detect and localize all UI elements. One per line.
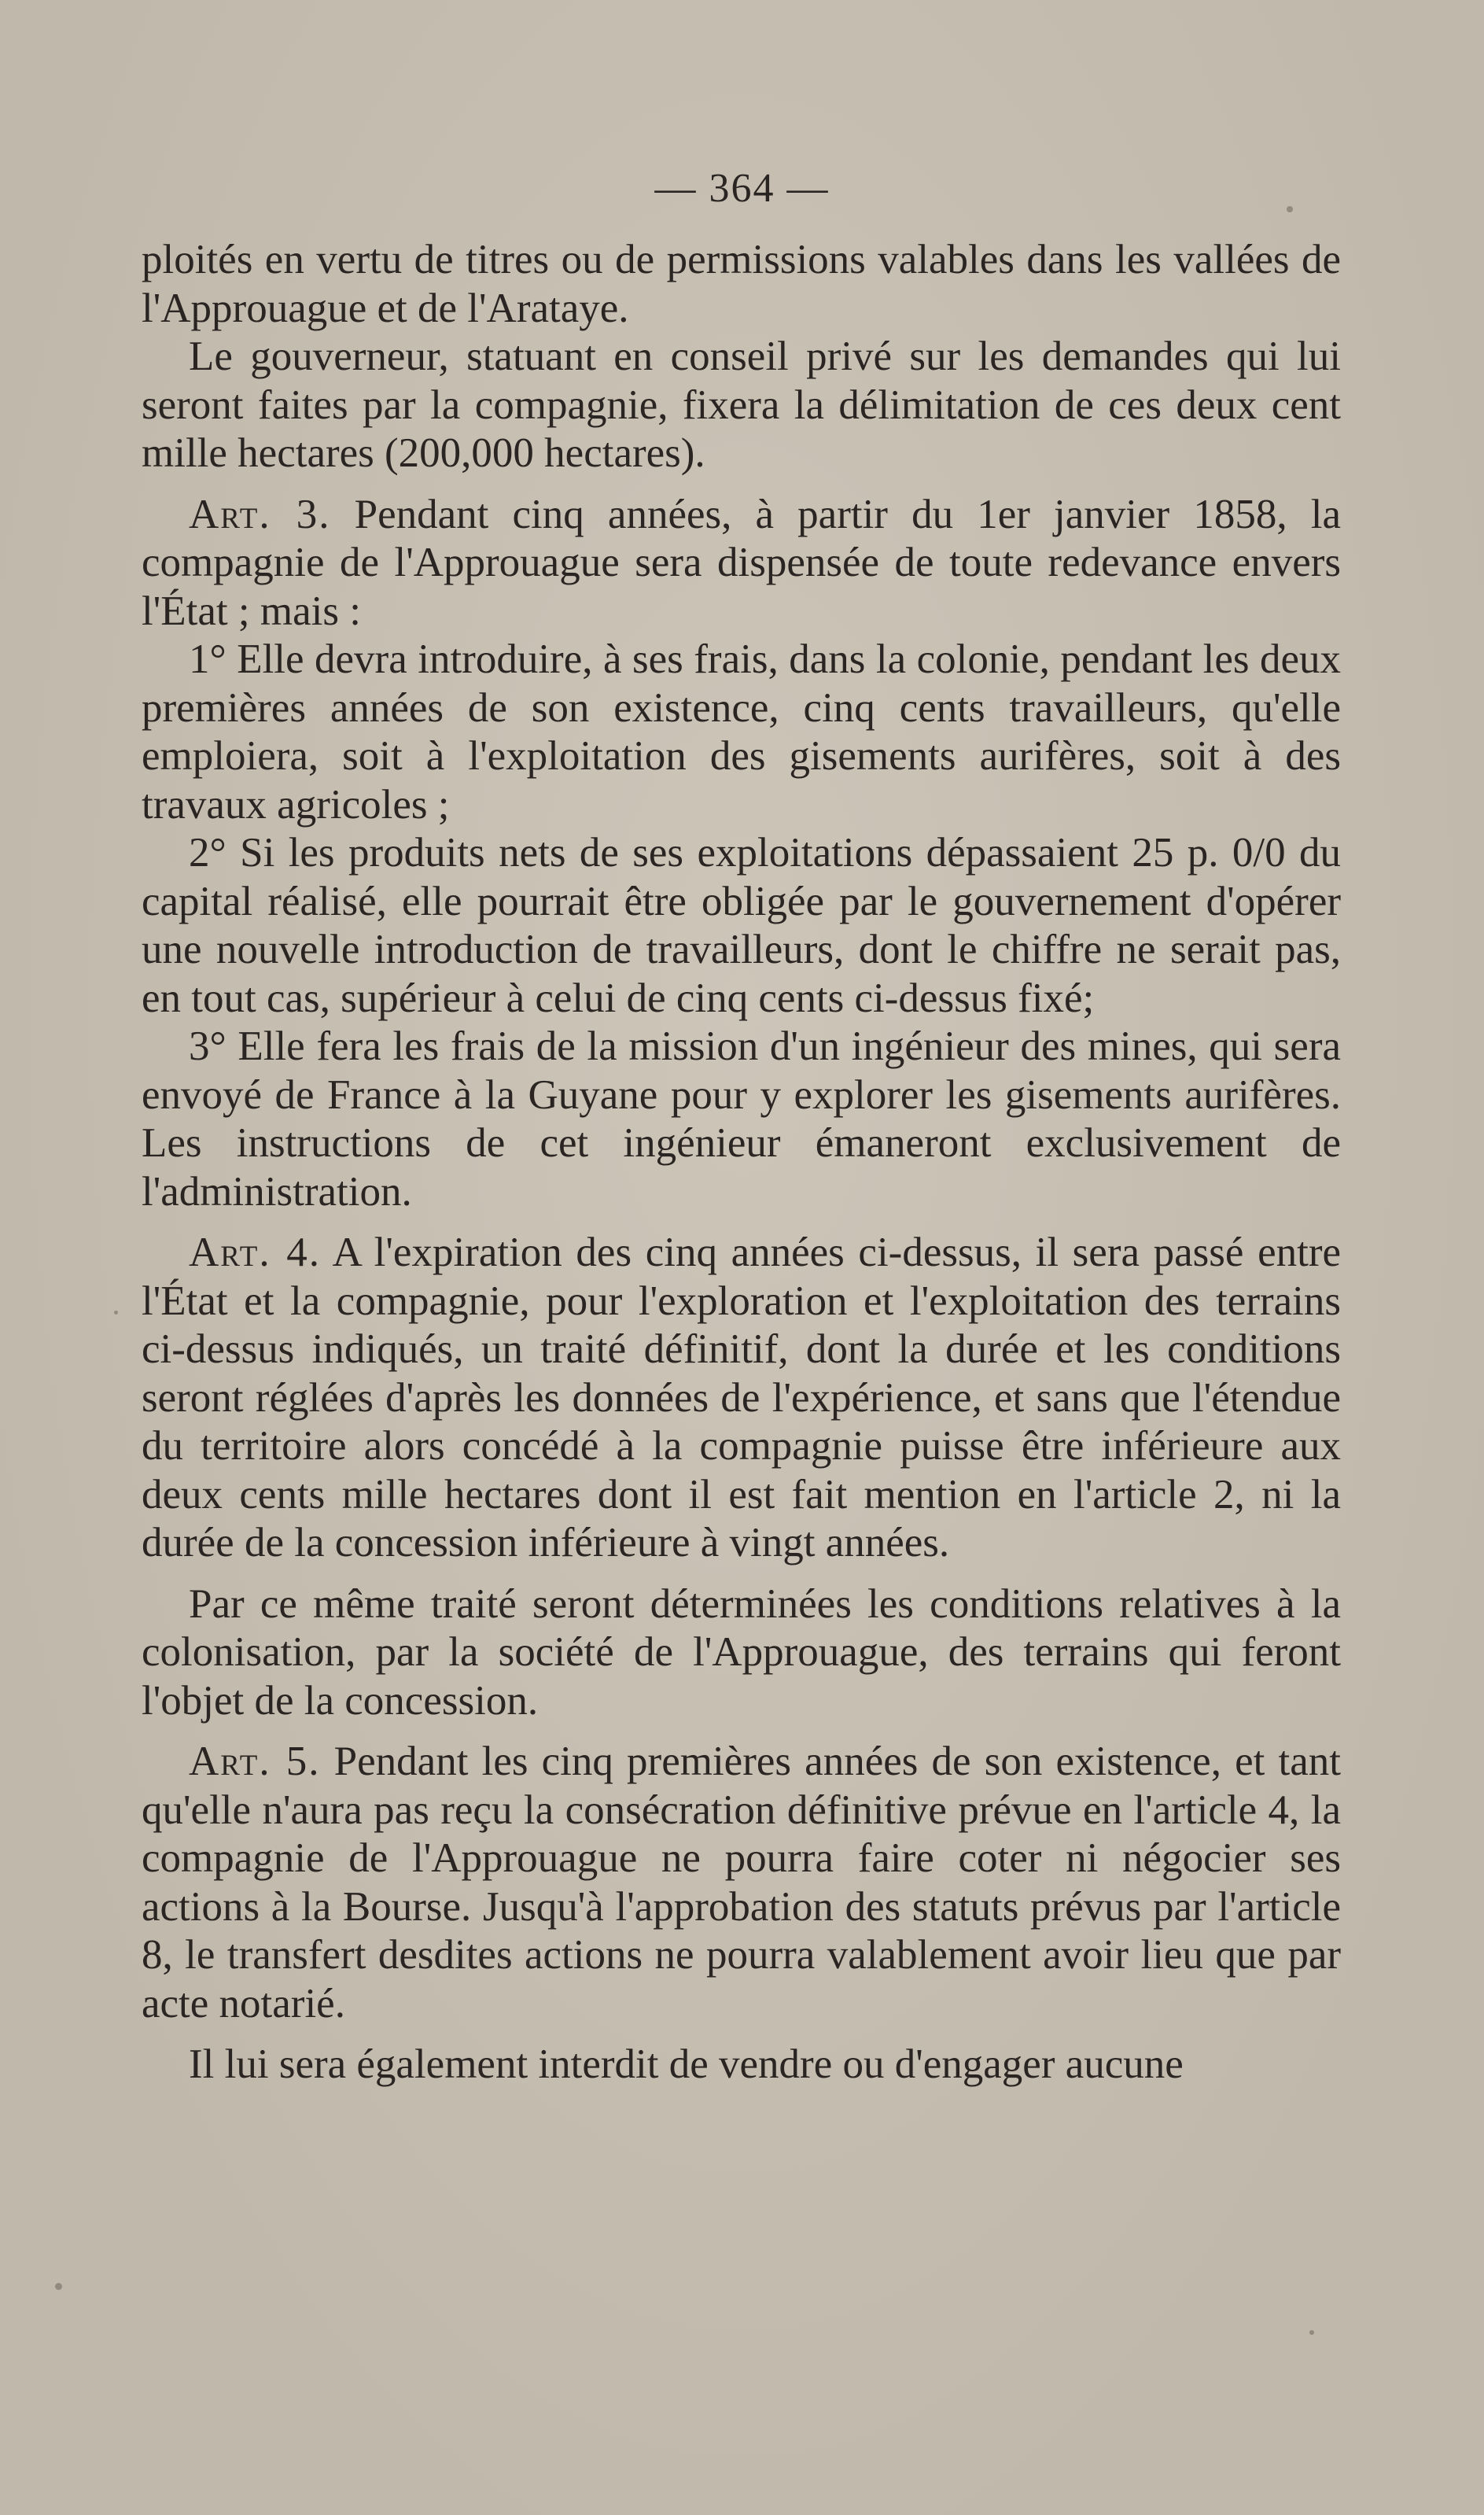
- body-text: [142, 236, 1341, 2089]
- paragraph-interdit: Il lui sera également interdit de vendre ou d'engager aucune: [189, 2041, 1184, 2087]
- scan-speck: [1309, 2330, 1314, 2335]
- item-2: 2° Si les produits nets de ses exploitations dépassaient 25 p. 0/0 du capital réalisé, elle pourrait être obligée par le gouvernement d'opérer une nouvelle introduction de travailleurs, dont le chiffre ne serait pas, en tout cas, supérieur à celui de cinq cents ci-dessus fixé;: [142, 830, 1341, 1021]
- paragraph-continuation: ploités en vertu de titres ou de permissions valables dans les vallées de l'Approuague et de l'Arataye.: [142, 237, 1341, 331]
- article-4-text: A l'expiration des cinq années ci-dessus, il sera passé entre l'État et la compagnie, pour l'exploration et l'exploitation des terrains ci-dessus indiqués, un traité définitif, dont la durée et les conditions seront réglées d'après les données de l'expérience, et sans que l'étendue du territoire alors concédé à la compagnie puisse être inférieure aux deux cents mille hectares dont il est fait mention en l'article 2, ni la durée de la concession inférieure à vingt années.: [142, 1230, 1341, 1565]
- article-5-label: Art. 5.: [189, 1739, 321, 1784]
- scan-speck: [1287, 206, 1293, 212]
- item-1: 1° Elle devra introduire, à ses frais, dans la colonie, pendant les deux premières années de son existence, cinq cents travailleurs, qu'elle emploiera, soit à l'exploitation des gisements aurifères, soit à des travaux agricoles ;: [142, 636, 1341, 828]
- article-5: [142, 1738, 1341, 2028]
- article-3-label: Art. 3.: [189, 491, 331, 537]
- article-3-text: Pendant cinq années, à partir du 1er janvier 1858, la compagnie de l'Approuague sera dispensée de toute redevance envers l'État ; mais :: [142, 491, 1341, 634]
- page-number: — 364 —: [654, 166, 830, 211]
- paragraph-traite: Par ce même traité seront déterminées les conditions relatives à la colonisation, par la société de l'Approuague, des terrains qui feront l'objet de la concession.: [142, 1580, 1341, 1724]
- scan-speck: [114, 1311, 118, 1315]
- item-3: 3° Elle fera les frais de la mission d'un ingénieur des mines, qui sera envoyé de France à la Guyane pour y explorer les gisements aurifères. Les instructions de cet ingénieur émaneront exclusivement de l'administration.: [142, 1023, 1341, 1215]
- article-4: [142, 1229, 1341, 1568]
- article-3: [142, 491, 1341, 636]
- paragraph-gouverneur: Le gouverneur, statuant en conseil privé sur les demandes qui lui seront faites par la compagnie, fixera la délimitation de ces deux cent mille hectares (200,000 hectares).: [142, 334, 1341, 476]
- article-4-label: Art. 4.: [189, 1230, 321, 1275]
- article-5-text: Pendant les cinq premières années de son existence, et tant qu'elle n'aura pas reçu la consécration définitive prévue en l'article 4, la compagnie de l'Approuague ne pourra faire coter ni négocier ses actions à la Bourse. Jusqu'à l'approbation des statuts prévus par l'article 8, le transfert desdites actions ne pourra valablement avoir lieu que par acte notarié.: [142, 1739, 1342, 2026]
- scan-speck: [55, 2283, 62, 2290]
